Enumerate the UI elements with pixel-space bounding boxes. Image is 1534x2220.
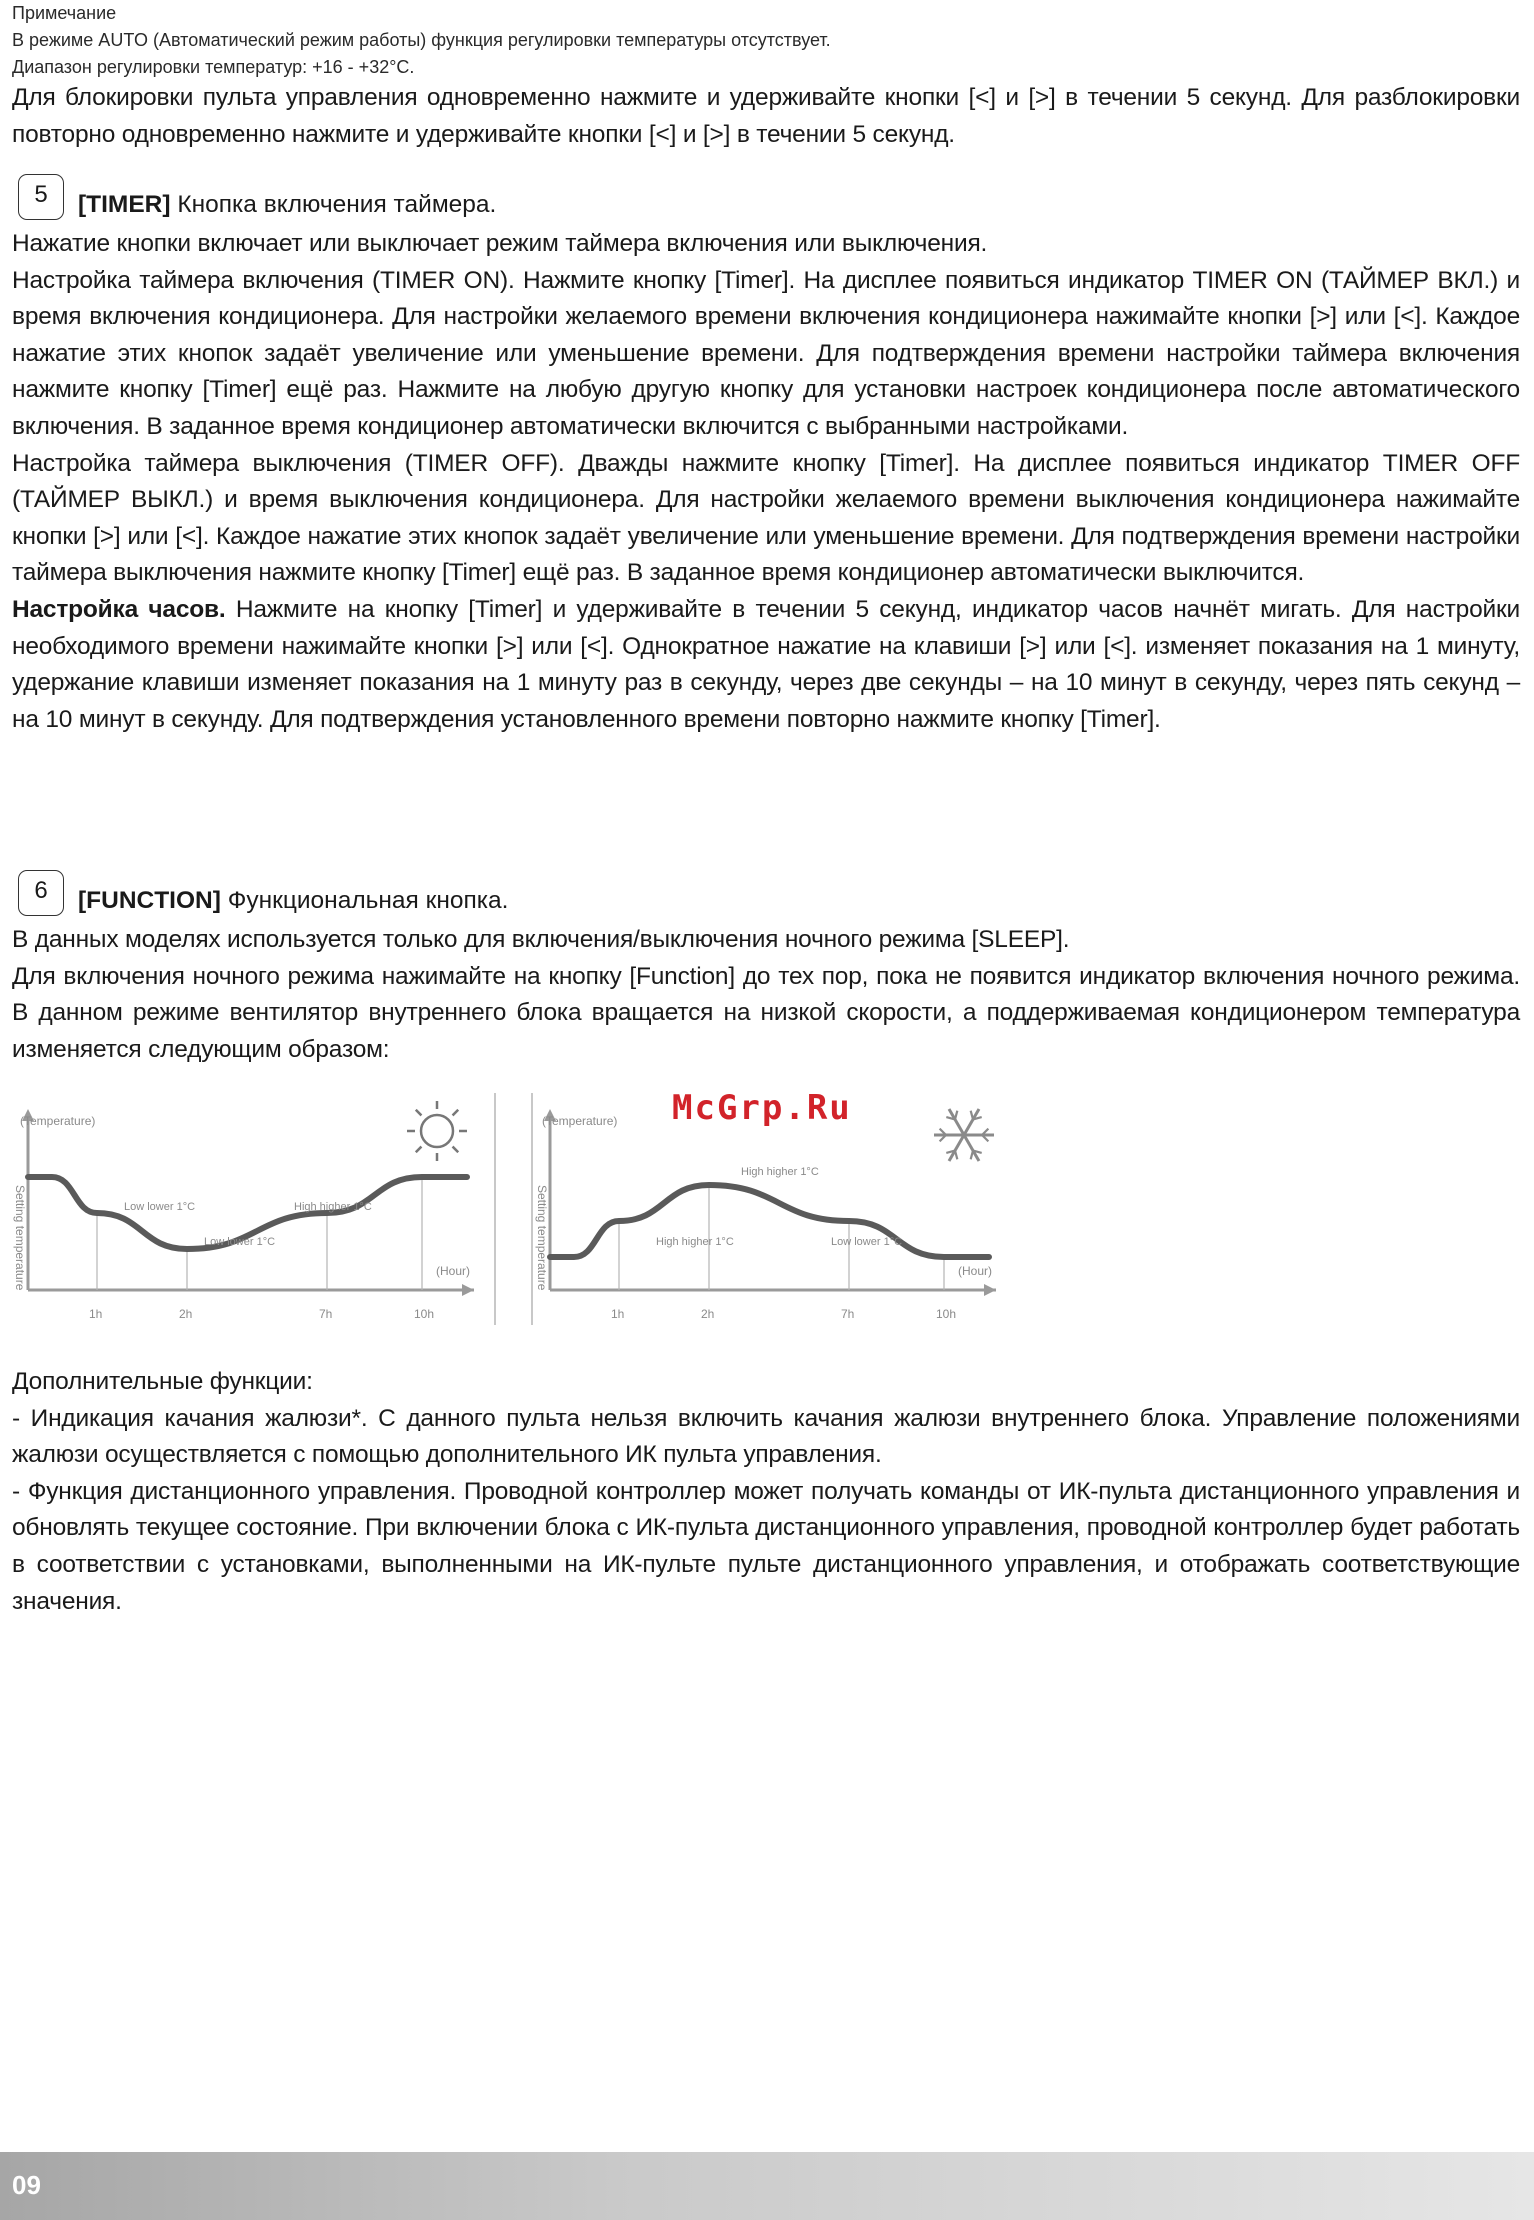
- timer-paragraph-1: Нажатие кнопки включает или выключает режим таймера включения или выключения.: [12, 230, 988, 257]
- y-axis-title: Setting temperature: [535, 1185, 549, 1291]
- extra-title: Дополнительные функции:: [12, 1368, 313, 1395]
- section-6-title: [78, 886, 508, 916]
- curve-annotation: High higher 1°C: [294, 1201, 372, 1213]
- page-footer: [0, 2152, 1534, 2220]
- snowflake-icon: [934, 1109, 994, 1161]
- function-title-text: Функциональная кнопка.: [220, 887, 509, 914]
- x-tick-label: 2h: [179, 1307, 193, 1321]
- watermark: McGrp.Ru: [672, 1088, 852, 1128]
- page-number: 09: [12, 2170, 41, 2200]
- snowflake-branch: [955, 1111, 957, 1120]
- curve-annotation: Low lower 1°C: [204, 1236, 276, 1248]
- sun-icon: [407, 1101, 467, 1161]
- x-tick-label: 1h: [611, 1307, 625, 1321]
- x-axis-label: (Hour): [436, 1264, 471, 1278]
- note-title: Примечание: [12, 3, 117, 23]
- sun-ray: [453, 1147, 459, 1153]
- extra-item-louver: - Индикация качания жалюзи*. С данного пульта нельзя включить качания жалюзи внутреннего блока. Управление положениями жалюзи осуществляется с помощью дополнительного ИК пульта управления.: [12, 1404, 1520, 1469]
- x-axis-label: (Hour): [958, 1264, 993, 1278]
- function-keyword: [FUNCTION]: [78, 887, 221, 914]
- x-tick-label: 2h: [701, 1307, 715, 1321]
- section-5-heading: [18, 172, 496, 220]
- snowflake-branch: [971, 1111, 973, 1120]
- note-line-range: Диапазон регулировки температур: +16 - +32°С.: [12, 57, 415, 77]
- section-5-body: [12, 226, 1520, 738]
- snowflake-branch: [971, 1151, 973, 1160]
- lock-paragraph: [12, 80, 1520, 153]
- clock-setting-label: Настройка часов.: [12, 595, 226, 623]
- sun-ray: [416, 1147, 422, 1153]
- clock-setting-text: Нажмите на кнопку [Timer] и удерживайте в течении 5 секунд, индикатор часов начнёт мигать. Для настройки необходимого времени нажимайте кнопки [>] или [<]. Однократное нажатие на клавиши [>] или [<]. изменяет показания на 1 минуту, удержание клавиши изменяет показания на 1 минуту раз в секунду, через две секунды – на 10 минут в секунду, через пять секунд – на 10 минут в секунду. Для подтверждения установленного времени повторно нажмите кнопку [Timer].: [12, 595, 1520, 733]
- timer-title-text: Кнопка включения таймера.: [170, 191, 497, 218]
- y-axis-label: (Temperature): [542, 1114, 618, 1128]
- timer-keyword: [TIMER]: [78, 191, 171, 218]
- temperature-curve: [550, 1185, 989, 1257]
- section-5-number: 5: [18, 174, 64, 220]
- timer-paragraph-3: Настройка таймера выключения (TIMER OFF). Дважды нажмите кнопку [Timer]. На дисплее появиться индикатор TIMER OFF (ТАЙМЕР ВЫКЛ.) и время выключения кондиционера. Для настройки желаемого времени выключения кондиционера нажимайте кнопки [>] или [<]. Каждое нажатие этих кнопок задаёт увеличение или уменьшение времени. Для подтверждения времени настройки таймера выключения нажмите кнопку [Timer] ещё раз. В заданное время кондиционер автоматически выключится.: [12, 449, 1520, 587]
- sleep-chart-heat: [13, 1101, 474, 1321]
- curve-annotation: High higher 1°C: [741, 1166, 819, 1178]
- section-6-body: [12, 922, 1520, 1068]
- sun-disc: [421, 1115, 453, 1147]
- section-5-title: [78, 190, 496, 220]
- function-paragraph-2: Для включения ночного режима нажимайте на кнопку [Function] до тех пор, пока не появится индикатор включения ночного режима. В данном режиме вентилятор внутреннего блока вращается на низкой скорости, а поддерживаемая кондиционером температура изменяется следующим образом:: [12, 962, 1520, 1063]
- y-axis-label: (Temperature): [20, 1114, 96, 1128]
- x-axis-arrow: [462, 1284, 474, 1296]
- curve-annotation: Low lower 1°C: [124, 1201, 196, 1213]
- note-line-auto: В режиме AUTO (Автоматический режим работы) функция регулировки температуры отсутствует.: [12, 30, 831, 50]
- x-tick-label: 10h: [936, 1307, 957, 1321]
- note-block: [12, 0, 831, 81]
- x-tick-label: 1h: [89, 1307, 103, 1321]
- extra-item-remote: - Функция дистанционного управления. Проводной контроллер может получать команды от ИК-пульта дистанционного управления и обновлять текущее состояние. При включении блока с ИК-пульта дистанционного управления, проводной контроллер будет работать в соответствии с установками, выполненными на ИК-пульте пульте дистанционного управления, и отображать соответствующие значения.: [12, 1477, 1520, 1615]
- function-paragraph-1: В данных моделях используется только для включения/выключения ночного режима [SLEEP].: [12, 926, 1070, 953]
- sleep-mode-figure: [12, 1085, 1012, 1335]
- section-6-number: 6: [18, 870, 64, 916]
- x-axis-arrow: [984, 1284, 996, 1296]
- y-axis-title: Setting temperature: [13, 1185, 27, 1291]
- timer-paragraph-4: [12, 592, 1520, 738]
- curve-annotation: Low lower 1°C: [831, 1236, 903, 1248]
- lock-text: Для блокировки пульта управления одновременно нажмите и удерживайте кнопки [<] и [>] в течении 5 секунд. Для разблокировки повторно одновременно нажмите и удерживайте кнопки [<] и [>] в течении 5 секунд.: [12, 84, 1520, 148]
- x-tick-label: 10h: [414, 1307, 435, 1321]
- extra-functions: [12, 1364, 1520, 1620]
- timer-paragraph-2: Настройка таймера включения (TIMER ON). Нажмите кнопку [Timer]. На дисплее появиться индикатор TIMER ON (ТАЙМЕР ВКЛ.) и время включения кондиционера. Для настройки желаемого времени включения кондиционера нажимайте кнопки [>] или [<]. Каждое нажатие этих кнопок задаёт увеличение или уменьшение времени. Для подтверждения времени настройки таймера включения нажмите кнопку [Timer] ещё раз. Нажмите на любую другую кнопку для установки настроек кондиционера после автоматического включения. В заданное время кондиционер автоматически включится с выбранными настройками.: [12, 266, 1520, 440]
- x-tick-label: 7h: [319, 1307, 333, 1321]
- sun-ray: [416, 1110, 422, 1116]
- x-tick-label: 7h: [841, 1307, 855, 1321]
- sleep-chart-cool: [535, 1109, 996, 1321]
- snowflake-branch: [955, 1151, 957, 1160]
- sun-ray: [453, 1110, 459, 1116]
- section-6-heading: [18, 868, 508, 916]
- curve-annotation: High higher 1°C: [656, 1236, 734, 1248]
